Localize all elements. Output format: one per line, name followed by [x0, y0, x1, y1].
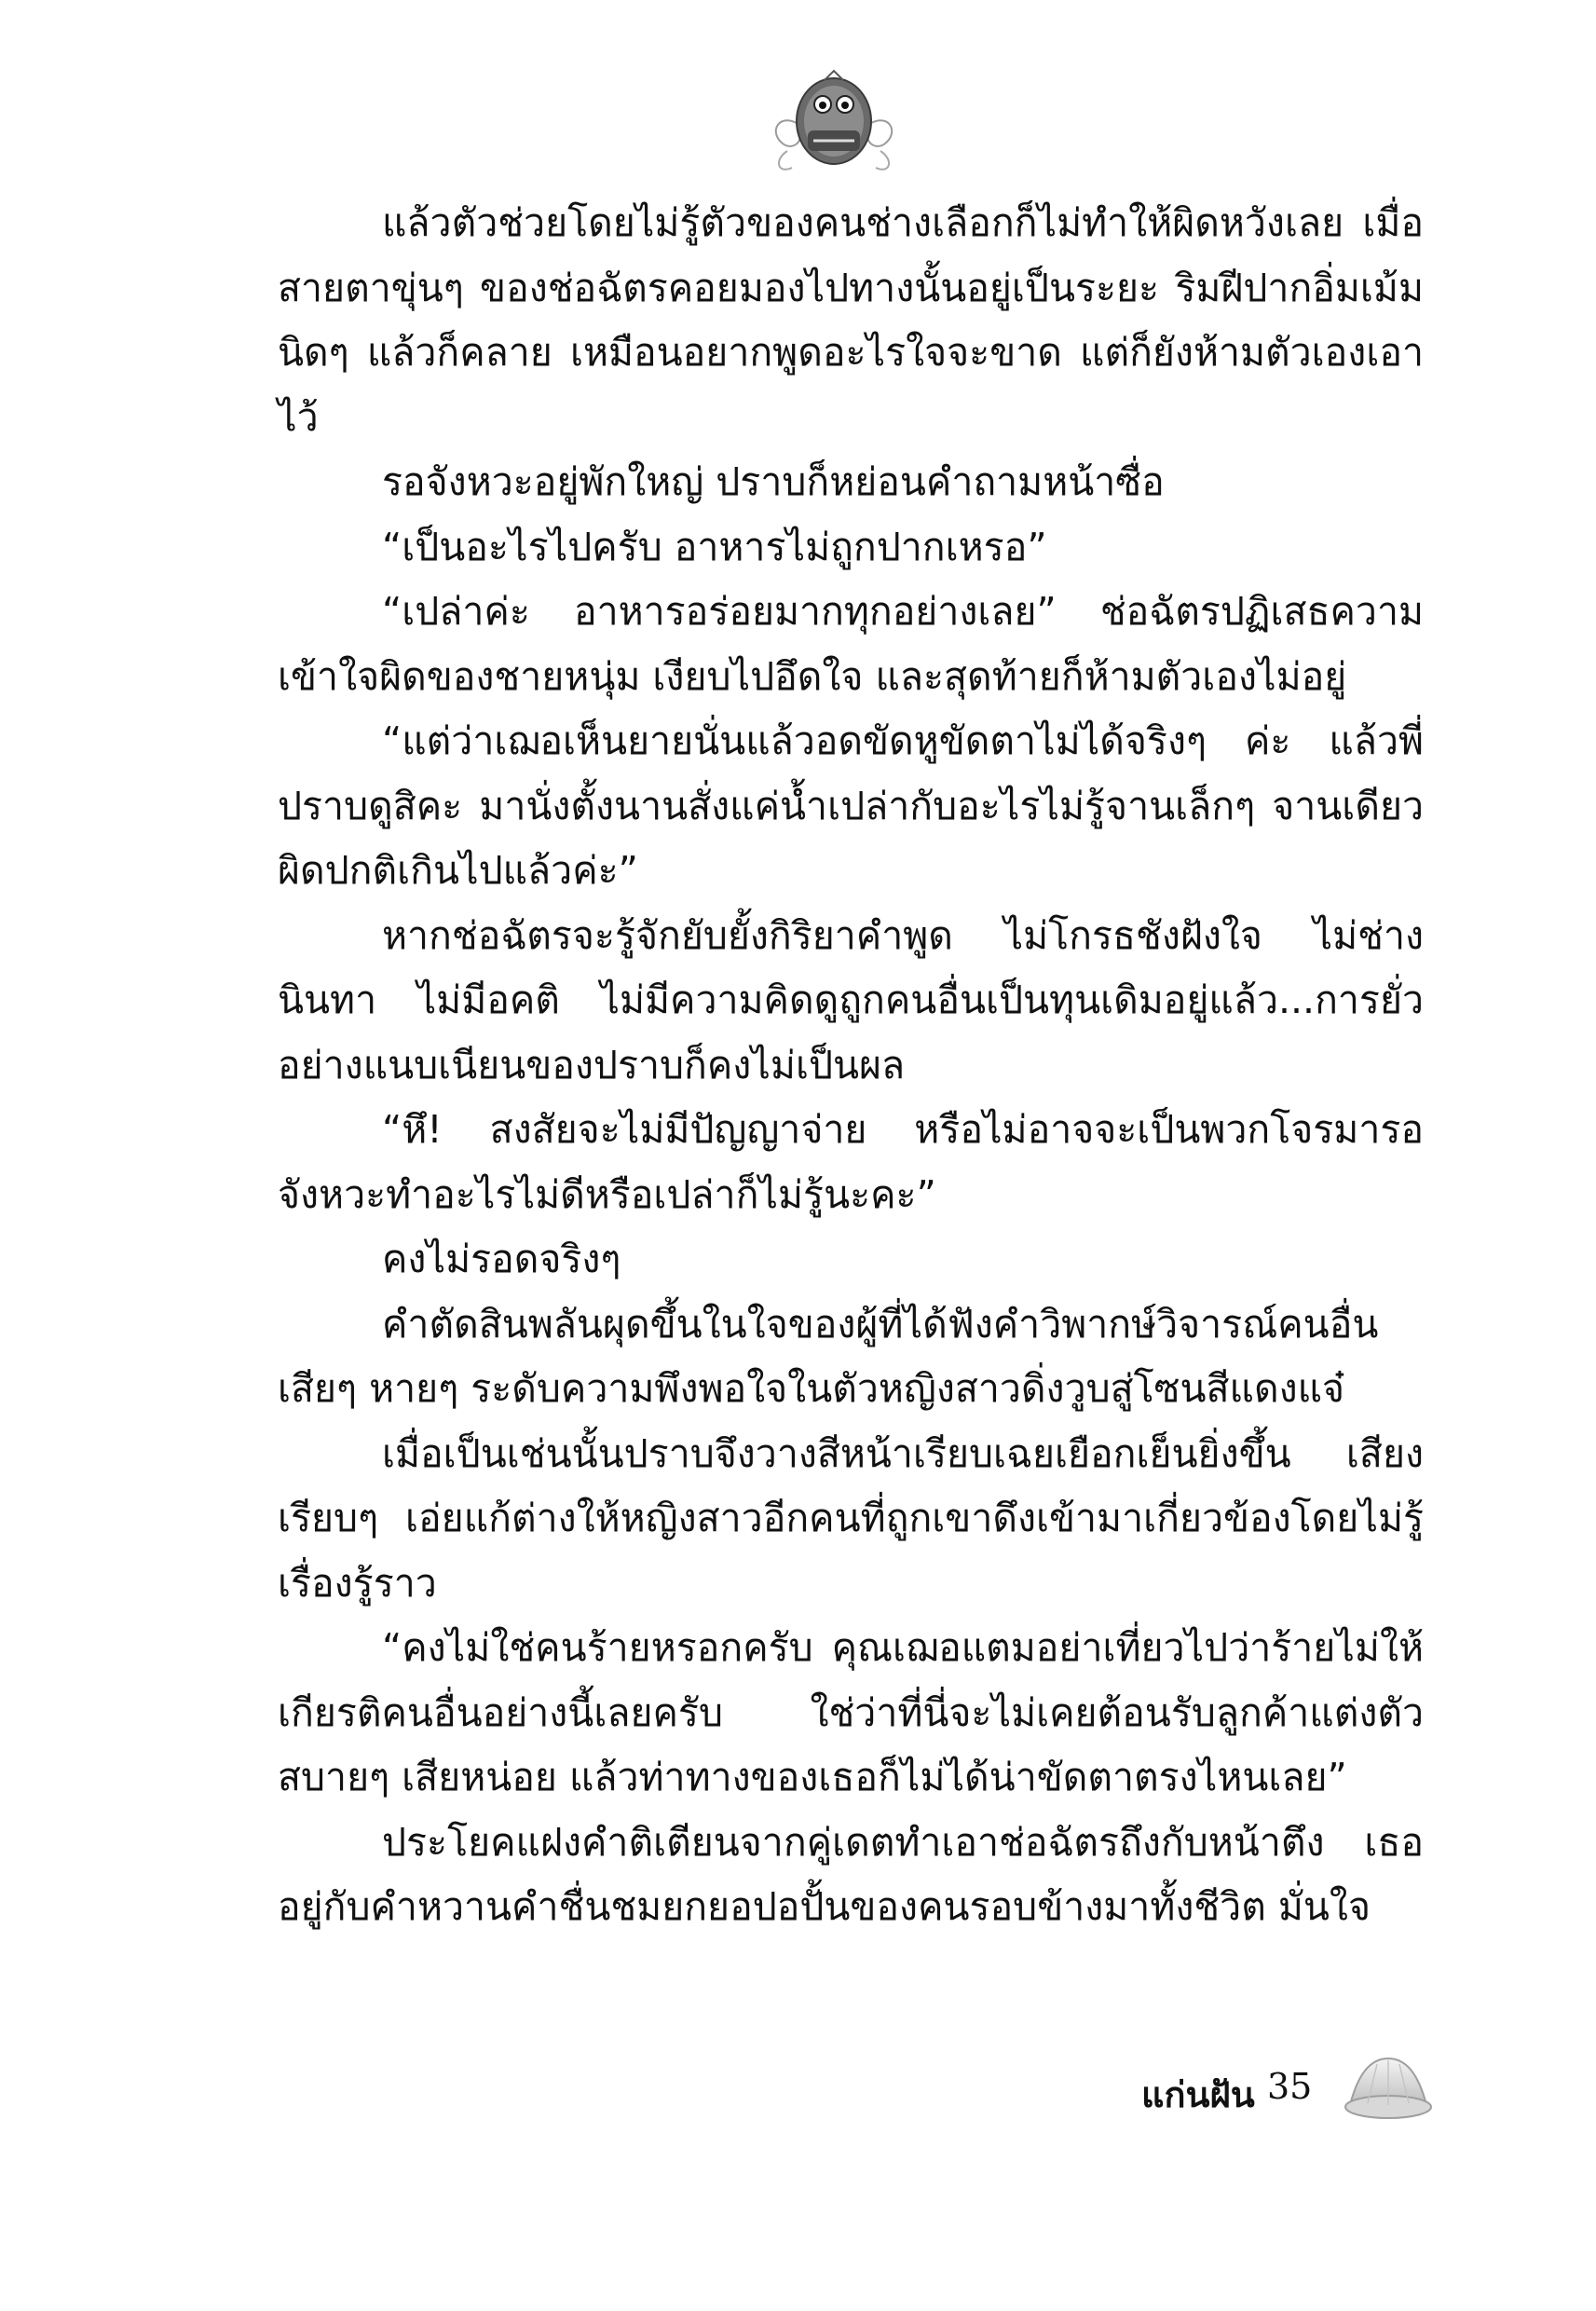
- hat-icon: [1342, 2047, 1435, 2140]
- page-footer: [1099, 2045, 1435, 2148]
- paragraph: เมื่อเป็นเช่นนั้นปราบจึงวางสีหน้าเรียบเฉยเยือกเย็นยิ่งขึ้น เสียงเรียบๆ เอ่ยแก้ต่างให้หญิงสาวอีกคนที่ถูกเขาดึงเข้ามาเกี่ยวข้องโดยไม่รู้เรื่องรู้ราว: [278, 1430, 1424, 1606]
- paragraph: ประโยคแฝงคำติเตียนจากคู่เดตทำเอาช่อฉัตรถึงกับหน้าตึง เธออยู่กับคำหวานคำชื่นชมยกยอปอปั้นของคนรอบข้างมาทั้งชีวิต มั่นใจ: [278, 1819, 1424, 1929]
- paragraph: รอจังหวะอยู่พักใหญ่ ปราบก็หย่อนคำถามหน้าซื่อ: [382, 459, 1165, 504]
- paragraph: “เป็นอะไรไปครับ อาหารไม่ถูกปากเหรอ”: [382, 524, 1047, 569]
- paragraph: “เปล่าค่ะ อาหารอร่อยมากทุกอย่างเลย” ช่อฉัตรปฏิเสธความเข้าใจผิดของชายหนุ่ม เงียบไปอึดใจ และสุดท้ายก็ห้ามตัวเองไม่อยู่: [278, 589, 1424, 699]
- body-text: [278, 191, 1424, 1940]
- paragraph: แล้วตัวช่วยโดยไม่รู้ตัวของคนช่างเลือกก็ไม่ทำให้ผิดหวังเลย เมื่อสายตาขุ่นๆ ของช่อฉัตรคอยมองไปทางนั้นอยู่เป็นระยะ ริมฝีปากอิ่มเม้มนิดๆ แล้วก็คลาย เหมือนอยากพูดอะไรใจจะขาด แต่ก็ยังห้ามตัวเองเอาไว้: [278, 200, 1424, 440]
- book-title: แก่นฝัน: [1141, 2074, 1255, 2115]
- paragraph: “แต่ว่าเฌอเห็นยายนั่นแล้วอดขัดหูขัดตาไม่ได้จริงๆ ค่ะ แล้วพี่ปราบดูสิคะ มานั่งตั้งนานสั่งแค่น้ำเปล่ากับอะไรไม่รู้จานเล็กๆ จานเดียว ผิดปกติเกินไปแล้วค่ะ”: [278, 718, 1424, 893]
- page-number: 35: [1267, 2066, 1313, 2107]
- paragraph: คำตัดสินพลันผุดขึ้นในใจของผู้ที่ได้ฟังคำวิพากษ์วิจารณ์คนอื่นเสียๆ หายๆ ระดับความพึงพอใจในตัวหญิงสาวดิ่งวูบสู่โซนสีแดงแจ๋: [278, 1301, 1379, 1411]
- paragraph: หากช่อฉัตรจะรู้จักยับยั้งกิริยาคำพูด ไม่โกรธชังฝังใจ ไม่ช่างนินทา ไม่มีอคติ ไม่มีความคิดดูถูกคนอื่นเป็นทุนเดิมอยู่แล้ว...การยั่วอย่างแนบเนียนของปราบก็คงไม่เป็นผล: [278, 912, 1424, 1087]
- paragraph: “หึ! สงสัยจะไม่มีปัญญาจ่าย หรือไม่อาจจะเป็นพวกโจรมารอจังหวะทำอะไรไม่ดีหรือเปล่าก็ไม่รู้นะคะ”: [278, 1107, 1424, 1217]
- ornament-emblem-icon: [759, 58, 908, 179]
- paragraph: คงไม่รอดจริงๆ: [382, 1237, 621, 1281]
- paragraph: “คงไม่ใช่คนร้ายหรอกครับ คุณเฌอแตมอย่าเที่ยวไปว่าร้ายไม่ให้เกียรติคนอื่นอย่างนี้เลยครับ ใช่ว่าที่นี่จะไม่เคยต้อนรับลูกค้าแต่งตัวสบายๆ เสียหน่อย แล้วท่าทางของเธอก็ไม่ได้น่าขัดตาตรงไหนเลย”: [278, 1625, 1424, 1799]
